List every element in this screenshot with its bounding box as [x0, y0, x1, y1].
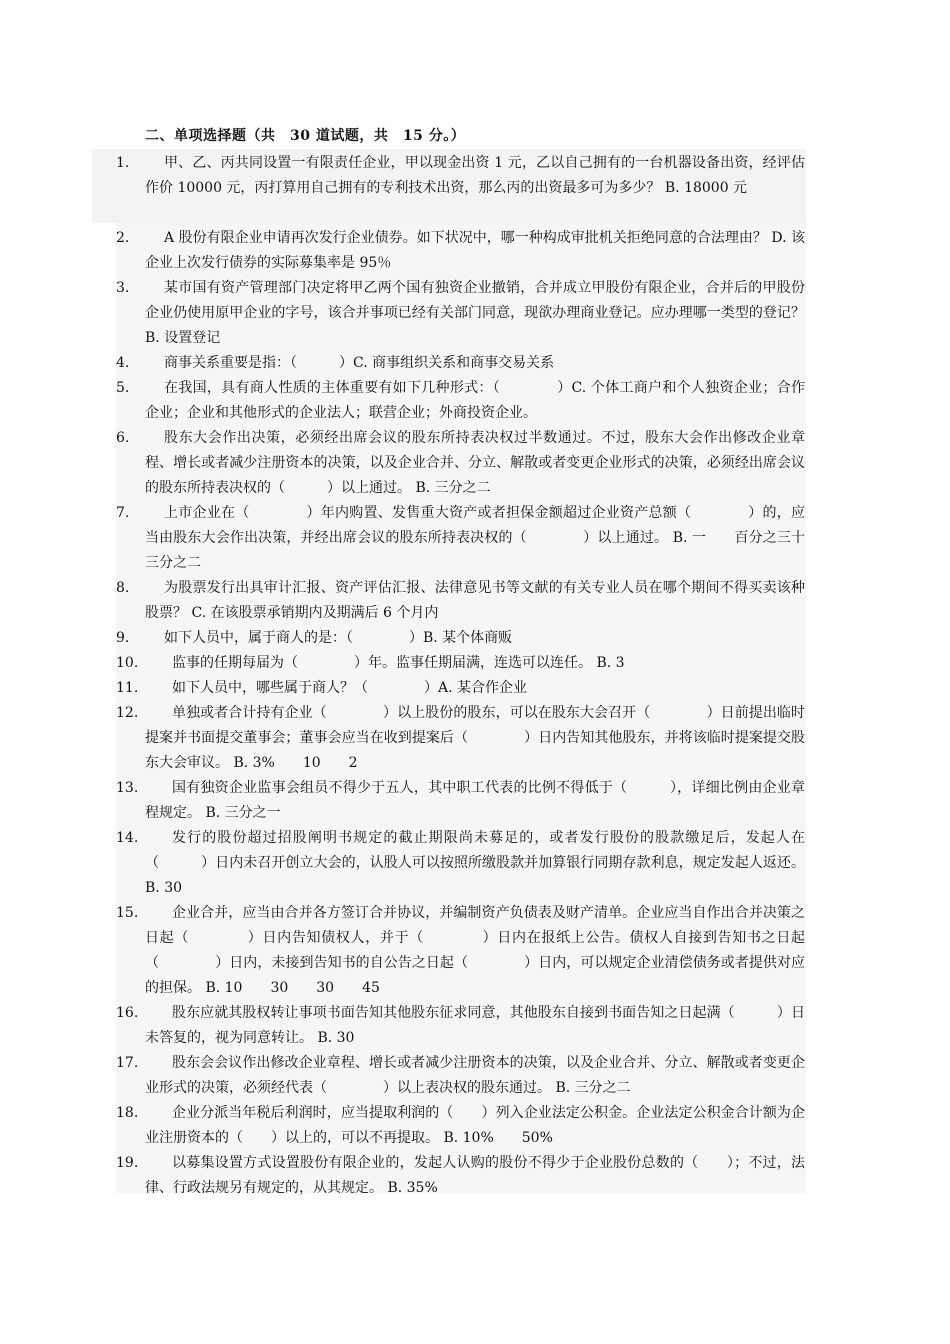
question-text: 单独或者合计持有企业（ ）以上股份的股东，可以在股东大会召开（ ）日前提出临时提案并书面提交董事会；董事会应当在收到提案后（ ）日内告知其他股东，并将该临时提案提交股东大会审议。 B. 3% 10 2	[145, 705, 805, 771]
question-number: 5.	[116, 380, 130, 396]
question-number: 7.	[116, 505, 130, 521]
section-title: 二、单项选择题（共 30 道试题，共 15 分。）	[145, 128, 466, 144]
question-text: 国有独资企业监事会组员不得少于五人，其中职工代表的比例不得低于（ ），详细比例由企业章程规定。 B. 三分之一	[145, 780, 805, 821]
question-text: 股东大会作出决策，必须经出席会议的股东所持表决权过半数通过。不过，股东大会作出修改企业章程、增长或者减少注册资本的决策，以及企业合并、分立、解散或者变更企业形式的决策，必须经出席会议的股东所持表决权的（ ）以上通过。 B. 三分之二	[145, 430, 805, 496]
question-number: 1.	[116, 155, 130, 171]
question-number: 13.	[116, 780, 139, 796]
question-number: 12.	[116, 705, 139, 721]
question-number: 19.	[116, 1155, 139, 1171]
question-text: 企业合并，应当由合并各方签订合并协议，并编制资产负债表及财产清单。企业应当自作出合并决策之日起（ ）日内告知债权人，并于（ ）日内在报纸上公告。债权人自接到告知书之日起（ ）日内，未接到告知书的自公告之日起（ ）日内，可以规定企业清偿债务或者提供对应的担保。 B. 10 30 30 45	[145, 905, 805, 996]
question-text: 以募集设置方式设置股份有限企业的，发起人认购的股份不得少于企业股份总数的（ ）；不过，法律、行政法规另有规定的，从其规定。 B. 35%	[145, 1155, 805, 1196]
question-number: 18.	[116, 1105, 139, 1121]
question-text: 为股票发行出具审计汇报、资产评估汇报、法律意见书等文献的有关专业人员在哪个期间不得买卖该种股票？ C. 在该股票承销期内及期满后 6 个月内	[145, 580, 805, 621]
question-text: 上市企业在（ ）年内购置、发售重大资产或者担保金额超过企业资产总额（ ）的，应当由股东大会作出决策，并经出席会议的股东所持表决权的（ ）以上通过。 B. 一 百分之三十 三分之二	[145, 505, 833, 571]
question-text: 甲、乙、丙共同设置一有限责任企业，甲以现金出资 1 元，乙以自己拥有的一台机器设备出资，经评估作价 10000 元，丙打算用自己拥有的专利技术出资，那么丙的出资最多可为多少？ B. 18000 元	[145, 155, 805, 196]
question-text: 发行的股份超过招股阐明书规定的截止期限尚未募足的，或者发行股份的股款缴足后，发起人在（ ）日内未召开创立大会的，认股人可以按照所缴股款并加算银行同期存款利息，规定发起人返还。 B. 30	[145, 830, 805, 896]
question-number: 15.	[116, 905, 139, 921]
question-number: 10.	[116, 655, 139, 671]
question-text: 商事关系重要是指：（ ）C. 商事组织关系和商事交易关系	[164, 355, 555, 371]
question-text: 某市国有资产管理部门决定将甲乙两个国有独资企业撤销，合并成立甲股份有限企业，合并后的甲股份企业仍使用原甲企业的字号，该合并事项已经有关部门同意，现欲办理商业登记。应办理哪一类型的登记？ B. 设置登记	[145, 280, 805, 346]
question-number: 17.	[116, 1055, 139, 1071]
question-number: 11.	[116, 680, 139, 696]
question-number: 6.	[116, 430, 130, 446]
question-text: 股东应就其股权转让事项书面告知其他股东征求同意，其他股东自接到书面告知之日起满（ ）日未答复的，视为同意转让。 B. 30	[145, 1005, 805, 1046]
question-number: 14.	[116, 830, 139, 846]
question-number: 2.	[116, 230, 130, 246]
question-text: 在我国，具有商人性质的主体重要有如下几种形式：（ ）C. 个体工商户和个人独资企业；合作企业；企业和其他形式的企业法人；联营企业；外商投资企业。	[145, 380, 805, 421]
question-number: 3.	[116, 280, 130, 296]
question-text: 企业分派当年税后利润时，应当提取利润的（ ）列入企业法定公积金。企业法定公积金合计额为企业注册资本的（ ）以上的，可以不再提取。 B. 10% 50%	[145, 1105, 805, 1146]
question-number: 8.	[116, 580, 130, 596]
question-text: A 股份有限企业申请再次发行企业债券。如下状况中，哪一种构成审批机关拒绝同意的合法理由？ D. 该企业上次发行债券的实际募集率是 95％	[145, 230, 805, 271]
question-text: 股东会会议作出修改企业章程、增长或者减少注册资本的决策，以及企业合并、分立、解散或者变更企业形式的决策，必须经代表（ ）以上表决权的股东通过。 B. 三分之二	[145, 1055, 805, 1096]
question-text: 如下人员中，哪些属于商人？（ ）A. 某合作企业	[172, 680, 528, 696]
question-text: 监事的任期每届为（ ）年。监事任期届满，连选可以连任。 B. 3	[172, 655, 625, 671]
question-number: 9.	[116, 630, 130, 646]
question-number: 4.	[116, 355, 130, 371]
question-text: 如下人员中，属于商人的是：（ ）B. 某个体商贩	[164, 630, 513, 646]
question-number: 16.	[116, 1005, 139, 1021]
